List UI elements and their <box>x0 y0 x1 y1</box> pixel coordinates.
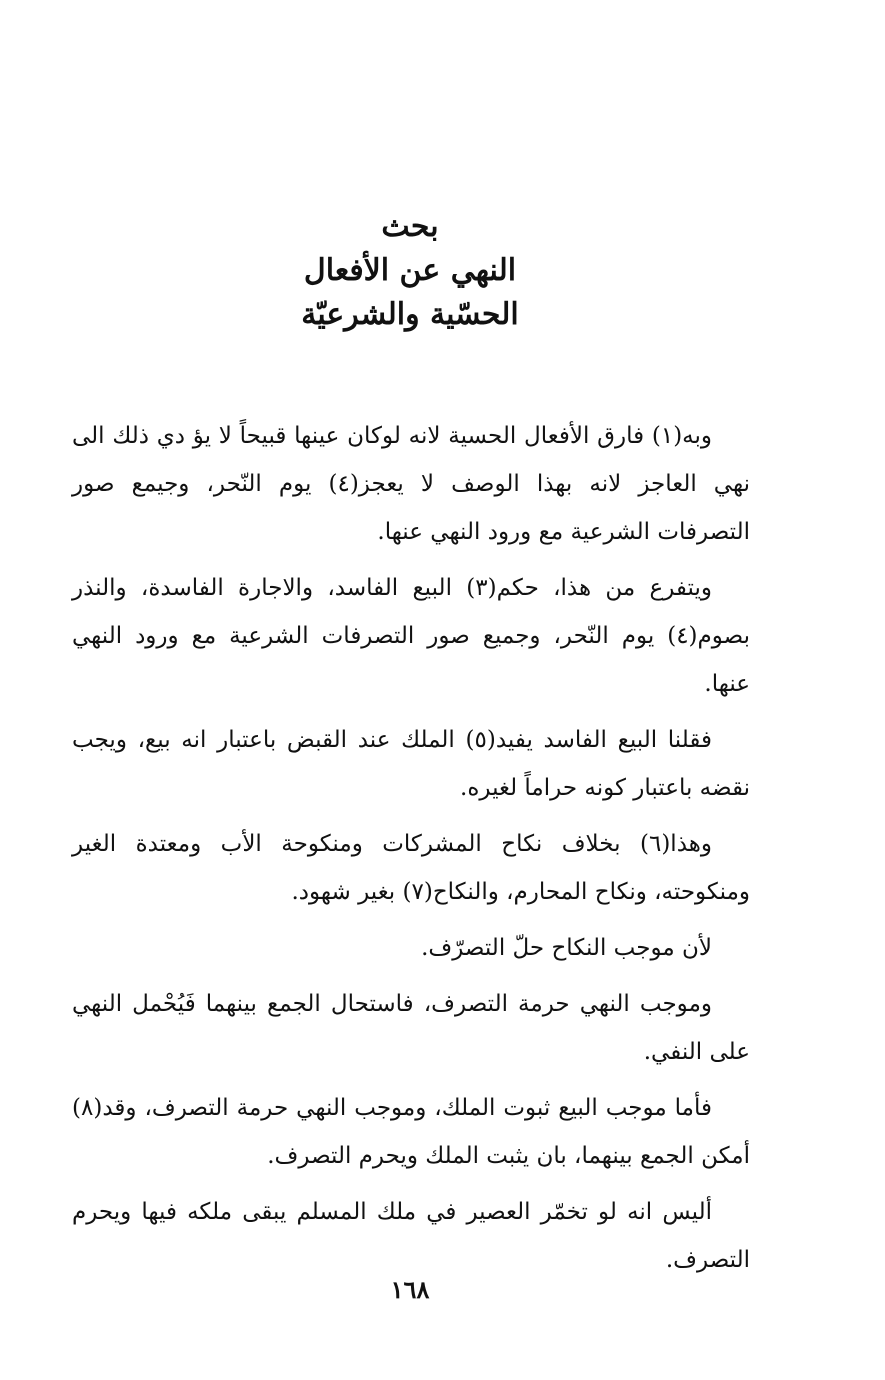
paragraph-2: ويتفرع من هذا، حكم(٣) البيع الفاسد، والاجارة الفاسدة، والنذر بصوم(٤) يوم النّحر، وجميع صور التصرفات الشرعية مع ورود النهي عنها. <box>72 575 750 697</box>
paragraph-4: وهذا(٦) بخلاف نكاح المشركات ومنكوحة الأب ومعتدة الغير ومنكوحته، ونكاح المحارم، والنكاح(٧) بغير شهود. <box>72 831 750 905</box>
body-text <box>72 412 750 1292</box>
paragraph-3: فقلنا البيع الفاسد يفيد(٥) الملك عند القبض باعتبار انه بيع، ويجب نقضه باعتبار كونه حراماً لغيره. <box>72 727 750 801</box>
chapter-heading <box>0 205 820 337</box>
paragraph-5: لأن موجب النكاح حلّ التصرّف. <box>421 935 712 961</box>
paragraph-7: فأما موجب البيع ثبوت الملك، وموجب النهي حرمة التصرف، وقد(٨) أمكن الجمع بينهما، بان يثبت الملك ويحرم التصرف. <box>72 1095 750 1169</box>
heading-line-1: بحث <box>381 209 439 244</box>
heading-line-2: النهي عن الأفعال <box>303 253 517 288</box>
heading-line-3: الحسّية والشرعيّة <box>301 297 519 332</box>
page-number: ١٦٨ <box>390 1275 430 1304</box>
paragraph-8: أليس انه لو تخمّر العصير في ملك المسلم يبقى ملكه فيها ويحرم التصرف. <box>72 1199 750 1273</box>
paragraph-1: وبه(١) فارق الأفعال الحسية لانه لوكان عينها قبيحاً لا يؤ دي ذلك الى نهي العاجز لانه بهذا الوصف لا يعجز(٤) يوم النّحر، وجيمع صور التصرفات الشرعية مع ورود النهي عنها. <box>72 423 750 545</box>
paragraph-6: وموجب النهي حرمة التصرف، فاستحال الجمع بينهما فَيُحْمل النهي على النفي. <box>72 991 750 1065</box>
